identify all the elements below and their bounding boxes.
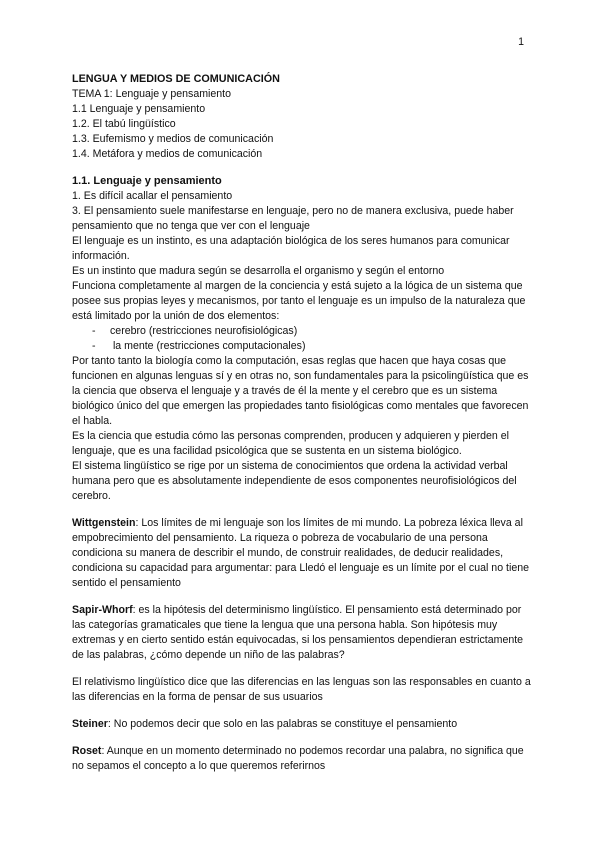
- bullet-text: cerebro (restricciones neurofisiológicas): [110, 325, 298, 337]
- bullet-item: [72, 339, 532, 354]
- author-paragraph: [72, 717, 532, 732]
- author-text: : Los límites de mi lenguaje son los límites de mi mundo. La pobreza léxica lleva al empobrecimiento del pensamiento. La riqueza o pobreza de vocabulario de una persona condiciona su manera de describir el mundo, de construir realidades, de deducir realidades, condiciona su capacidad para argumentar: para Lledó el lenguaje es un límite por el cual no tiene sentido el pensamiento: [72, 517, 530, 589]
- spacer: [72, 732, 532, 744]
- paragraph: El relativismo lingüístico dice que las diferencias en las lenguas son las responsables en cuanto a las diferencias en la forma de pensar de sus usuarios: [72, 676, 531, 703]
- author-text: : es la hipótesis del determinismo lingüístico. El pensamiento está determinado por las categorías gramaticales que tiene la lengua que una persona habla. Son hipótesis muy extremas y en cierto sentido están equivocadas, si los pensamientos dependieran estrictamente de las palabras, ¿cómo depende un niño de las palabras?: [72, 604, 524, 661]
- spacer: [72, 663, 532, 675]
- section-heading: 1.1. Lenguaje y pensamiento: [72, 175, 222, 187]
- paragraph: El lenguaje es un instinto, es una adaptación biológica de los seres humanos para comunicar información.: [72, 235, 510, 262]
- author-text: : No podemos decir que solo en las palabras se constituye el pensamiento: [107, 718, 458, 730]
- author-name: Wittgenstein: [72, 517, 136, 529]
- toc-item: 1.4. Metáfora y medios de comunicación: [72, 148, 263, 160]
- toc-item: 1.1 Lenguaje y pensamiento: [72, 103, 206, 115]
- author-name: Steiner: [72, 718, 108, 730]
- dash-bullet-icon: -: [92, 325, 96, 337]
- document-body: [72, 72, 532, 774]
- author-paragraph: [72, 603, 532, 663]
- author-text: : Aunque en un momento determinado no podemos recordar una palabra, no significa que no sepamos el concepto a lo que queremos referirnos: [72, 745, 524, 772]
- paragraph: El sistema lingüístico se rige por un sistema de conocimientos que ordena la actividad verbal humana pero que es absolutamente independiente de esos componentes neurofisiológicos del cerebro.: [72, 460, 517, 502]
- paragraph: 1. Es difícil acallar el pensamiento: [72, 190, 233, 202]
- toc-item: 1.2. El tabú lingüístico: [72, 118, 176, 130]
- paragraph: Es un instinto que madura según se desarrolla el organismo y según el entorno: [72, 265, 445, 277]
- paragraph: Funciona completamente al margen de la conciencia y está sujeto a la lógica de un sistema que posee sus propias leyes y mecanismos, por tanto el lenguaje es un impulso de la naturaleza que está limitado por la unión de dos elementos:: [72, 280, 526, 322]
- spacer: [72, 591, 532, 603]
- dash-bullet-icon: -: [92, 340, 96, 352]
- page-number: 1: [518, 36, 524, 48]
- toc-item: 1.3. Eufemismo y medios de comunicación: [72, 133, 274, 145]
- bullet-text: la mente (restricciones computacionales): [110, 340, 306, 352]
- author-name: Roset: [72, 745, 102, 757]
- paragraph: Por tanto tanto la biología como la computación, esas reglas que hacen que haya cosas que funcionen en algunas lenguas sí y en otras no, son fundamentales para la psicolingüística que es la ciencia que observa el lenguaje y a través de él la mente y el cerebro que es un sistema biológico único del que emergen las propiedades tanto fisiológicas como mentales que favorecen el habla.: [72, 355, 529, 427]
- document-title: LENGUA Y MEDIOS DE COMUNICACIÓN: [72, 73, 280, 85]
- author-name: Sapir-Whorf: [72, 604, 133, 616]
- author-paragraph: [72, 516, 532, 591]
- toc-item: TEMA 1: Lenguaje y pensamiento: [72, 88, 232, 100]
- bullet-item: [72, 324, 532, 339]
- paragraph: Es la ciencia que estudia cómo las personas comprenden, producen y adquieren y pierden el lenguaje, que es una facilidad psicológica que se sustenta en un sistema biológico.: [72, 430, 509, 457]
- author-paragraph: [72, 744, 532, 774]
- spacer: [72, 705, 532, 717]
- paragraph: 3. El pensamiento suele manifestarse en lenguaje, pero no de manera exclusiva, puede haber pensamiento que no tenga que ver con el lenguaje: [72, 205, 514, 232]
- table-of-contents: [72, 87, 532, 162]
- spacer: [72, 504, 532, 516]
